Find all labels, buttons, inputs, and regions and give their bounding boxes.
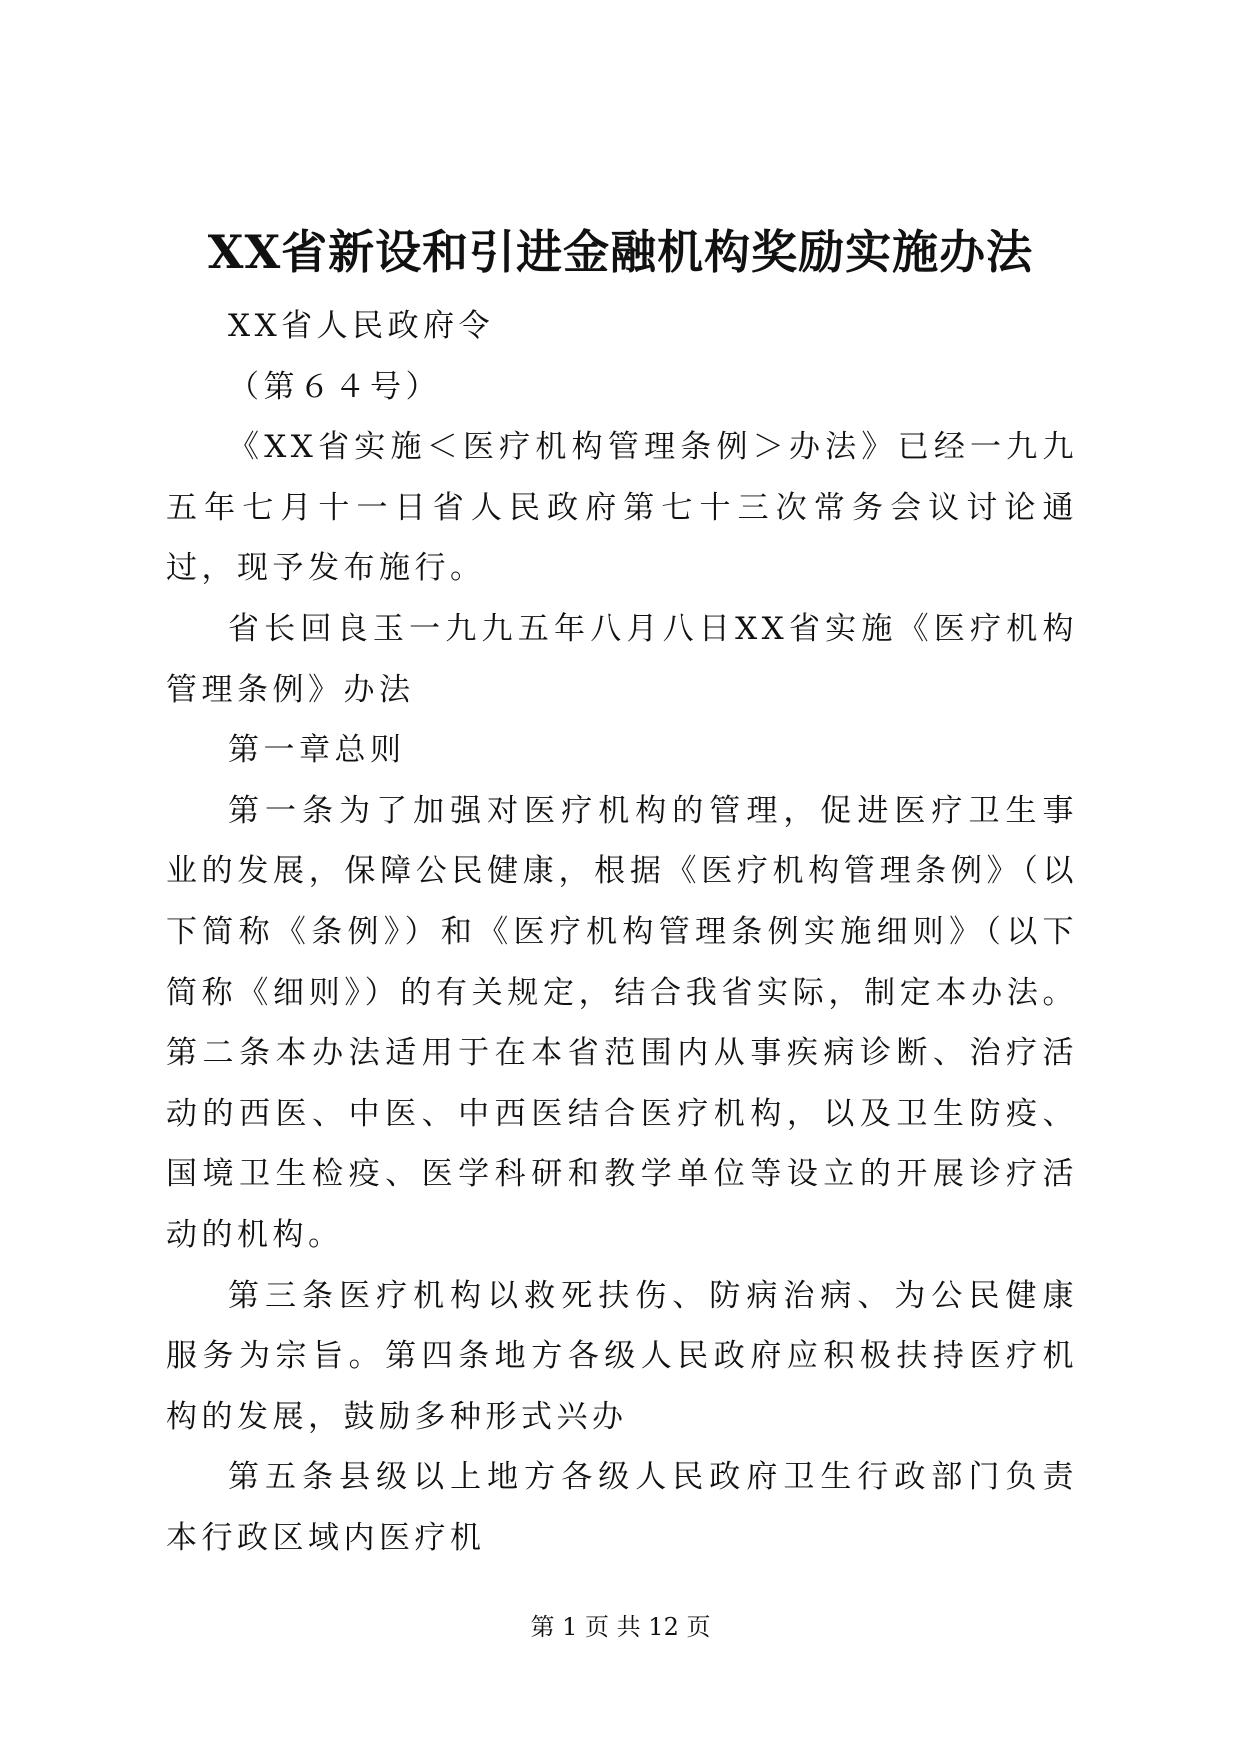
paragraph-chapter-heading: 第一章总则 — [228, 732, 406, 769]
paragraph-order-number: （第６４号） — [228, 368, 441, 405]
document-body — [166, 296, 1078, 1568]
paragraph-announcement: 《XX省实施＜医疗机构管理条例＞办法》已经一九九五年七月十一日省人民政府第七十三次常务会议讨论通过，现予发布施行。 — [166, 429, 1078, 587]
paragraph-article-5: 第五条县级以上地方各级人民政府卫生行政部门负责本行政区域内医疗机 — [166, 1459, 1078, 1556]
paragraph-article-3-4: 第三条医疗机构以救死扶伤、防病治病、为公民健康服务为宗旨。第四条地方各级人民政府应积极扶持医疗机构的发展，鼓励多种形式兴办 — [166, 1277, 1078, 1435]
page-footer: 第 1 页 共 12 页 — [530, 1613, 711, 1641]
paragraph-signature: 省长回良玉一九九五年八月八日XX省实施《医疗机构管理条例》办法 — [166, 610, 1078, 708]
paragraph-article-1-2: 第一条为了加强对医疗机构的管理，促进医疗卫生事业的发展，保障公民健康，根据《医疗机构管理条例》（以下简称《条例》）和《医疗机构管理条例实施细则》（以下简称《细则》）的有关规定，结合我省实际，制定本办法。第二条本办法适用于在本省范围内从事疾病诊断、治疗活动的西医、中医、中西医结合医疗机构，以及卫生防疫、国境卫生检疫、医学科研和教学单位等设立的开展诊疗活动的机构。 — [166, 792, 1078, 1253]
paragraph-issuer: XX省人民政府令 — [228, 308, 495, 344]
document-title: XX省新设和引进金融机构奖励实施办法 — [207, 225, 1034, 279]
